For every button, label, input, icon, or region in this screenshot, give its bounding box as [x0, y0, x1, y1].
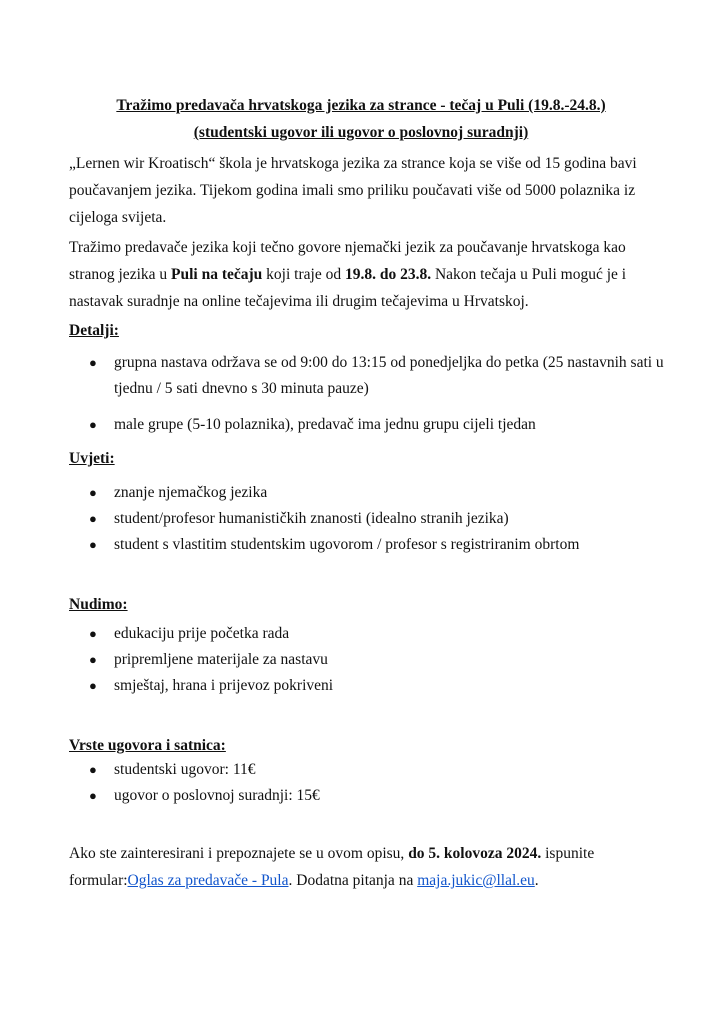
- list-item: [69, 506, 669, 532]
- list-item-text: edukaciju prije početka rada: [114, 625, 290, 642]
- offer-paragraph: [69, 234, 669, 315]
- bullet-icon: ●: [89, 511, 97, 526]
- detalji-list: [69, 350, 669, 438]
- bullet-icon: ●: [89, 762, 97, 777]
- list-item: [69, 532, 669, 558]
- title-line-1: Tražimo predavača hrvatskoga jezika za strance - tečaj u Puli (19.8.-24.8.): [116, 97, 606, 114]
- bullet-icon: ●: [89, 537, 97, 552]
- bullet-icon: ●: [89, 355, 97, 370]
- page-title: [66, 92, 656, 146]
- section-heading-detalji: Detalji:: [69, 322, 119, 339]
- list-item: [69, 647, 669, 673]
- closing-text-2: ispunite formular:: [69, 845, 595, 889]
- offer-text-3: Nakon tečaja u Puli moguć je i nastavak suradnje na online tečajevima ili drugim tečajevima u Hrvatskoj.: [69, 266, 627, 310]
- section-heading-vrste-ugovora: Vrste ugovora i satnica:: [69, 737, 226, 754]
- list-item: [69, 673, 669, 699]
- vrste-list: [69, 757, 669, 809]
- list-item-text: grupna nastava održava se od 9:00 do 13:15 od ponedjeljka do petka (25 nastavnih sati u tjednu / 5 sati dnevno s 30 minuta pauze): [114, 354, 664, 397]
- list-item-text: pripremljene materijale za nastavu: [114, 651, 328, 668]
- bullet-icon: ●: [89, 678, 97, 693]
- intro-paragraph: „Lernen wir Kroatisch“ škola je hrvatskoga jezika za strance koja se više od 15 godina bavi poučavanjem jezika. Tijekom godina imali smo priliku poučavati više od 5000 polaznika iz cijeloga svijeta.: [69, 155, 637, 226]
- bullet-icon: ●: [89, 788, 97, 803]
- list-item-text: smještaj, hrana i prijevoz pokriveni: [114, 677, 334, 694]
- bullet-icon: ●: [89, 626, 97, 641]
- closing-text-3: . Dodatna pitanja na: [288, 872, 418, 889]
- deadline: do 5. kolovoza 2024.: [408, 845, 542, 862]
- nudimo-list: [69, 621, 669, 699]
- list-item: [69, 621, 669, 647]
- list-item: [69, 757, 669, 783]
- section-heading-nudimo: Nudimo:: [69, 596, 128, 613]
- uvjeti-list: [69, 480, 669, 558]
- bullet-icon: ●: [89, 485, 97, 500]
- offer-dates: 19.8. do 23.8.: [344, 266, 432, 283]
- bullet-icon: ●: [89, 417, 97, 432]
- closing-text-1: Ako ste zainteresirani i prepoznajete se u ovom opisu,: [69, 845, 409, 862]
- list-item-text: student s vlastitim studentskim ugovorom / profesor s registriranim obrtom: [114, 536, 580, 553]
- list-item: [69, 480, 669, 506]
- list-item-text: ugovor o poslovnoj suradnji: 15€: [114, 787, 320, 804]
- offer-location: Puli na tečaju: [171, 266, 263, 283]
- application-form-link[interactable]: Oglas za predavače - Pula: [127, 872, 289, 889]
- list-item: [69, 783, 669, 809]
- list-item-text: znanje njemačkog jezika: [114, 484, 268, 501]
- bullet-icon: ●: [89, 652, 97, 667]
- offer-text-1: Tražimo predavače jezika koji tečno govore njemački jezik za poučavanje hrvatskoga kao stranog jezika u: [69, 239, 626, 283]
- list-item-text: male grupe (5-10 polaznika), predavač ima jednu grupu cijeli tjedan: [114, 416, 536, 433]
- title-line-2: (studentski ugovor ili ugovor o poslovnoj suradnji): [193, 124, 529, 141]
- offer-text-2: koji traje od: [262, 266, 345, 283]
- closing-text-4: .: [534, 872, 539, 889]
- section-heading-uvjeti: Uvjeti:: [69, 450, 115, 467]
- list-item: [69, 350, 669, 402]
- list-item-text: studentski ugovor: 11€: [114, 761, 256, 778]
- list-item: [69, 412, 669, 438]
- list-item-text: student/profesor humanističkih znanosti (idealno stranih jezika): [114, 510, 509, 527]
- contact-email-link[interactable]: maja.jukic@llal.eu: [417, 872, 535, 889]
- closing-paragraph: [69, 840, 669, 894]
